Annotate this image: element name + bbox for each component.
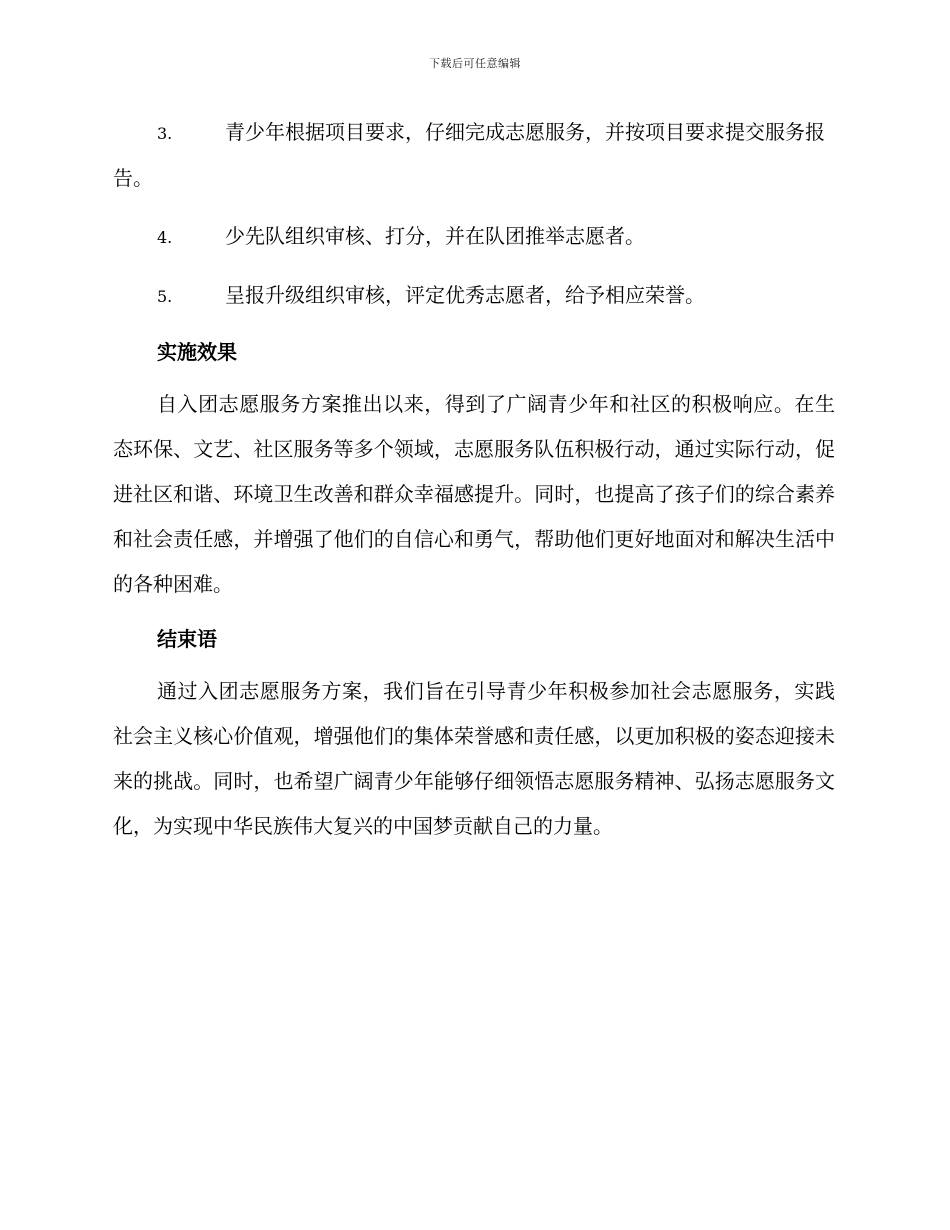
- section-heading-conclusion: 结束语: [157, 627, 217, 651]
- section-paragraph-conclusion: 通过入团志愿服务方案，我们旨在引导青少年积极参加社会志愿服务，实践社会主义核心价值观，增强他们的集体荣誉感和责任感，以更加积极的姿态迎接未来的挑战。同时，也希望广阔青少年能够仔细领悟志愿服务精神、弘扬志愿服务文化，为实现中华民族伟大复兴的中国梦贡献自己的力量。: [113, 679, 835, 838]
- list-item-4: [113, 214, 835, 260]
- list-number: 4.: [157, 228, 173, 247]
- list-text: 青少年根据项目要求，仔细完成志愿服务，并按项目要求提交服务报告。: [113, 120, 825, 190]
- document-content: [113, 110, 835, 861]
- header-note: 下载后可任意编辑: [429, 57, 521, 70]
- list-number: 5.: [157, 287, 173, 306]
- section-heading-effect: 实施效果: [157, 340, 237, 364]
- list-text: 少先队组织审核、打分，并在队团推举志愿者。: [225, 224, 645, 248]
- list-number: 3.: [157, 124, 173, 143]
- list-item-5: [113, 273, 835, 319]
- list-text: 呈报升级组织审核，评定优秀志愿者，给予相应荣誉。: [225, 283, 705, 307]
- list-item-3: [113, 110, 835, 201]
- section-paragraph-effect: 自入团志愿服务方案推出以来，得到了广阔青少年和社区的积极响应。在生态环保、文艺、社区服务等多个领域，志愿服务队伍积极行动，通过实际行动，促进社区和谐、环境卫生改善和群众幸福感提升。同时，也提高了孩子们的综合素养和社会责任感，并增强了他们的自信心和勇气，帮助他们更好地面对和解决生活中的各种困难。: [113, 392, 835, 596]
